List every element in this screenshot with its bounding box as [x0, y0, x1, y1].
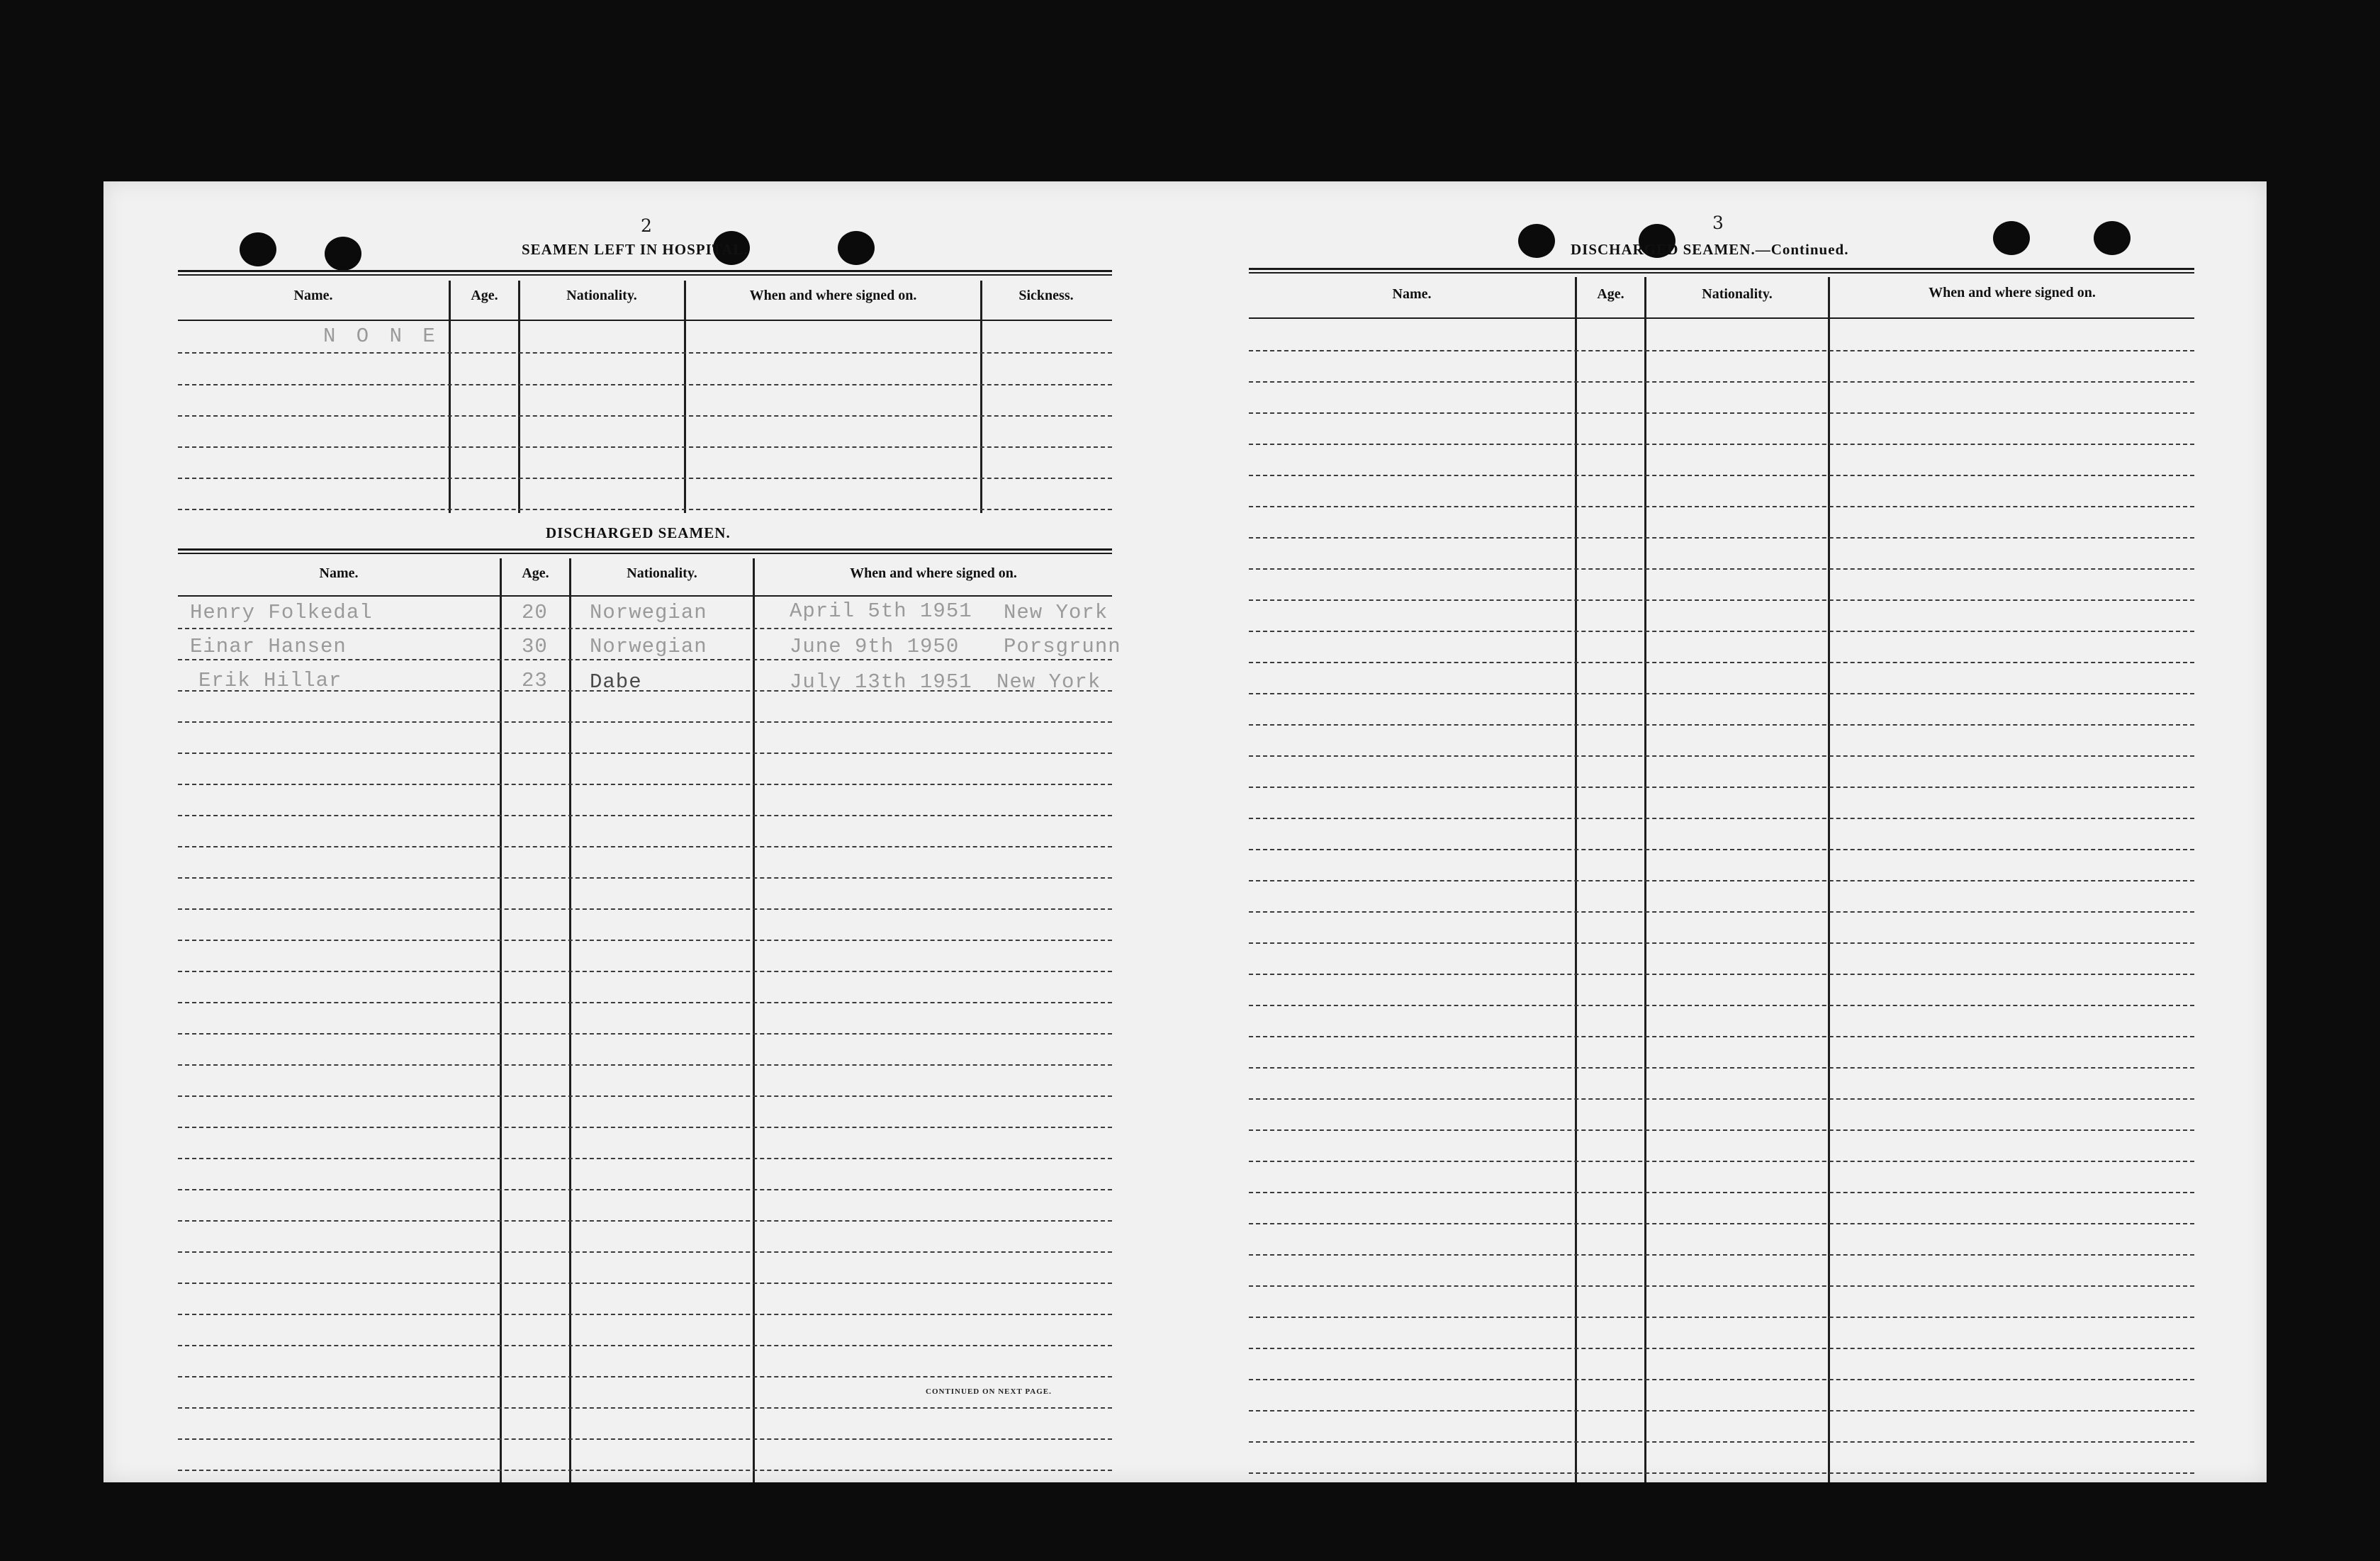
column-divider — [569, 558, 571, 1482]
dotted-line — [178, 446, 1112, 448]
dotted-line — [1249, 1254, 2194, 1256]
dotted-line — [178, 478, 1112, 479]
dotted-line — [1249, 1192, 2194, 1193]
right-col-age: Age. — [1597, 286, 1624, 302]
dotted-line — [1249, 381, 2194, 383]
seaman-row-3-place: New York — [997, 670, 1101, 694]
punch-hole — [240, 232, 276, 266]
dotted-line — [1249, 412, 2194, 414]
seaman-row-1-nationality: Norwegian — [590, 601, 707, 624]
punch-hole — [838, 231, 875, 265]
dotted-line — [1249, 911, 2194, 913]
seaman-row-3-nationality: Dabe — [590, 670, 642, 694]
dotted-line — [1249, 942, 2194, 944]
discharged-section-title: DISCHARGED SEAMEN. — [546, 524, 731, 541]
dotted-line — [178, 784, 1112, 785]
hospital-col-nationality: Nationality. — [566, 288, 637, 303]
dotted-line — [178, 846, 1112, 847]
dotted-line — [1249, 693, 2194, 694]
right-col-nationality: Nationality. — [1702, 286, 1773, 302]
dotted-line — [178, 1002, 1112, 1003]
dotted-line — [178, 753, 1112, 754]
dotted-line — [178, 1158, 1112, 1159]
dotted-line — [1249, 849, 2194, 850]
dotted-line — [178, 1283, 1112, 1284]
dotted-line — [1249, 1317, 2194, 1318]
right-section-title: DISCHARGED SEAMEN.—Continued. — [1571, 241, 1849, 258]
dotted-line — [1249, 755, 2194, 757]
dotted-line — [1249, 537, 2194, 539]
dotted-line — [178, 1064, 1112, 1066]
dotted-line — [1249, 1379, 2194, 1380]
dotted-line — [1249, 724, 2194, 726]
rule — [178, 595, 1112, 597]
dotted-line — [178, 509, 1112, 510]
punch-hole — [1518, 224, 1555, 258]
seaman-row-1-date: April 5th 1951 — [790, 599, 972, 623]
continued-footer: CONTINUED ON NEXT PAGE. — [926, 1387, 1052, 1396]
punch-hole — [325, 237, 361, 271]
seaman-row-2-place: Porsgrunn — [1004, 635, 1121, 658]
seaman-row-3-date: July 13th 1951 — [790, 670, 972, 694]
dotted-line — [1249, 787, 2194, 788]
dotted-line — [178, 1314, 1112, 1315]
dotted-line — [178, 1376, 1112, 1377]
dotted-line — [178, 908, 1112, 910]
seaman-row-3-name: Erik Hillar — [198, 669, 342, 692]
dotted-line — [1249, 1067, 2194, 1069]
seaman-row-1-place: New York — [1004, 601, 1108, 624]
hospital-col-when-where: When and where signed on. — [749, 288, 917, 303]
hospital-col-sickness: Sickness. — [1018, 288, 1074, 303]
column-divider — [500, 558, 502, 1482]
dotted-line — [1249, 568, 2194, 570]
hospital-col-age: Age. — [471, 288, 498, 303]
dotted-line — [1249, 1285, 2194, 1287]
page-number-right: 3 — [1712, 213, 1724, 233]
dotted-line — [178, 1407, 1112, 1409]
dotted-line — [1249, 1223, 2194, 1224]
rule — [1249, 272, 2194, 274]
dotted-line — [178, 659, 1112, 660]
dotted-line — [1249, 444, 2194, 445]
dotted-line — [178, 815, 1112, 816]
seaman-row-2-age: 30 — [522, 635, 548, 658]
dotted-line — [1249, 475, 2194, 476]
dotted-line — [178, 1095, 1112, 1097]
dotted-line — [178, 877, 1112, 879]
seaman-row-2-date: June 9th 1950 — [790, 635, 960, 658]
punch-hole — [1993, 221, 2030, 255]
right-col-when-where: When and where signed on. — [1929, 285, 2096, 300]
dotted-line — [178, 721, 1112, 723]
dotted-line — [178, 352, 1112, 354]
right-col-name: Name. — [1392, 286, 1432, 302]
rule — [178, 320, 1112, 321]
dotted-line — [1249, 631, 2194, 632]
hospital-col-name: Name. — [293, 288, 333, 303]
dotted-line — [178, 1251, 1112, 1253]
dotted-line — [1249, 1129, 2194, 1131]
punch-hole — [2094, 221, 2131, 255]
dotted-line — [178, 1033, 1112, 1035]
dotted-line — [1249, 662, 2194, 663]
dotted-line — [1249, 506, 2194, 507]
seaman-row-2-nationality: Norwegian — [590, 635, 707, 658]
rule — [178, 553, 1112, 554]
paper-sheet — [103, 181, 2267, 1482]
dotted-line — [178, 1438, 1112, 1440]
dotted-line — [1249, 818, 2194, 819]
seaman-row-1-name: Henry Folkedal — [190, 601, 373, 624]
hospital-none-entry: N O N E — [323, 325, 439, 348]
discharged-col-age: Age. — [522, 565, 549, 581]
dotted-line — [178, 971, 1112, 972]
discharged-col-nationality: Nationality. — [627, 565, 697, 581]
dotted-line — [1249, 1005, 2194, 1006]
dotted-line — [178, 628, 1112, 629]
dotted-line — [1249, 1441, 2194, 1443]
dotted-line — [1249, 1348, 2194, 1349]
seaman-row-3-age: 23 — [522, 669, 548, 692]
dotted-line — [178, 1345, 1112, 1346]
rule — [1249, 317, 2194, 319]
column-divider — [753, 558, 755, 1482]
dotted-line — [1249, 1410, 2194, 1411]
dotted-line — [1249, 350, 2194, 351]
hospital-section-title: SEAMEN LEFT IN HOSPITAL. — [522, 241, 748, 258]
dotted-line — [178, 384, 1112, 385]
rule — [178, 270, 1112, 272]
dotted-line — [178, 415, 1112, 417]
dotted-line — [178, 1470, 1112, 1471]
seaman-row-2-name: Einar Hansen — [190, 635, 347, 658]
dotted-line — [178, 1220, 1112, 1222]
dotted-line — [178, 940, 1112, 941]
dotted-line — [1249, 599, 2194, 601]
dotted-line — [1249, 974, 2194, 975]
rule — [178, 548, 1112, 551]
dotted-line — [1249, 1161, 2194, 1162]
dotted-line — [1249, 1098, 2194, 1100]
page-number-left: 2 — [641, 215, 652, 236]
seaman-row-1-age: 20 — [522, 601, 548, 624]
discharged-col-name: Name. — [319, 565, 359, 581]
dotted-line — [1249, 1036, 2194, 1037]
rule — [1249, 268, 2194, 270]
discharged-col-when-where: When and where signed on. — [850, 565, 1017, 581]
dotted-line — [1249, 1472, 2194, 1474]
rule — [178, 274, 1112, 276]
dotted-line — [1249, 880, 2194, 881]
dotted-line — [178, 1189, 1112, 1190]
dotted-line — [178, 1127, 1112, 1128]
